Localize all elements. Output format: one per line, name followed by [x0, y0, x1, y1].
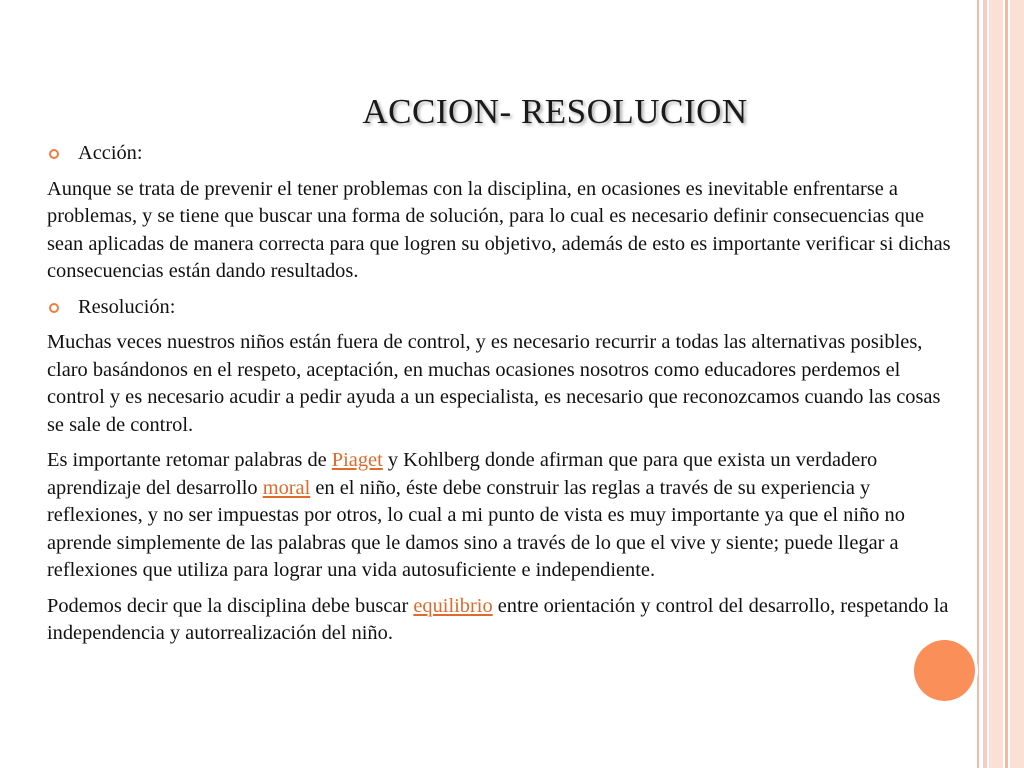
bullet-accion: [47, 140, 952, 168]
resolucion-label: Resolución:: [78, 295, 176, 318]
bullet-resolucion: [47, 294, 952, 322]
final-text-2: entre orientación y control del desarrollo, respetando la independencia y autorrealización del niño.: [47, 594, 949, 644]
final-text-1: Podemos decir que la disciplina debe buscar: [47, 594, 414, 617]
equilibrio-link[interactable]: equilibrio: [413, 594, 493, 617]
resolucion-paragraph: Muchas veces nuestros niños están fuera de control, y es necesario recurrir a todas las alternativas posibles, claro basándonos en el respeto, aceptación, en muchas ocasiones nosotros como educadores perdemos el control y es necesario acudir a pedir ayuda a un especialista, es necesario que reconozcamos cuando las cosas se sale de control.: [47, 331, 941, 436]
piaget-text-1: Es importante retomar palabras de: [47, 449, 332, 471]
accion-paragraph: Aunque se trata de prevenir el tener problemas con la disciplina, en ocasiones es inevitable enfrentarse a problemas, y se tiene que buscar una forma de solución, para lo cual es necesario definir consecuencias que sean aplicadas de manera correcta para que logren su objetivo, además de esto es importante verificar si dichas consecuencias están dando resultados.: [47, 177, 951, 282]
final-paragraph: [47, 593, 952, 648]
bullet-circle-icon: [49, 149, 59, 159]
slide-title: ACCION- RESOLUCION: [362, 92, 748, 131]
slide-content: [47, 140, 952, 656]
piaget-text-3: en el niño, éste debe construir las reglas a través de su experiencia y reflexiones, y no ser impuestas por otros, lo cual a mi punto de vista es muy importante ya que el niño no aprende simplemente de las palabras que le damos sino a través de lo que el vive y siente; puede llegar a reflexiones que utiliza para lograr una vida autosuficiente e independiente.: [47, 476, 905, 581]
decorative-circle: [914, 640, 975, 701]
piaget-link[interactable]: Piaget: [331, 449, 383, 471]
moral-link[interactable]: moral: [262, 476, 311, 499]
accion-label: Acción:: [78, 142, 143, 164]
piaget-text-2: y Kohlberg donde afirman que para que exista un verdadero aprendizaje del desarrollo: [47, 449, 878, 499]
piaget-paragraph: [47, 447, 952, 585]
bullet-circle-icon: [49, 303, 59, 313]
